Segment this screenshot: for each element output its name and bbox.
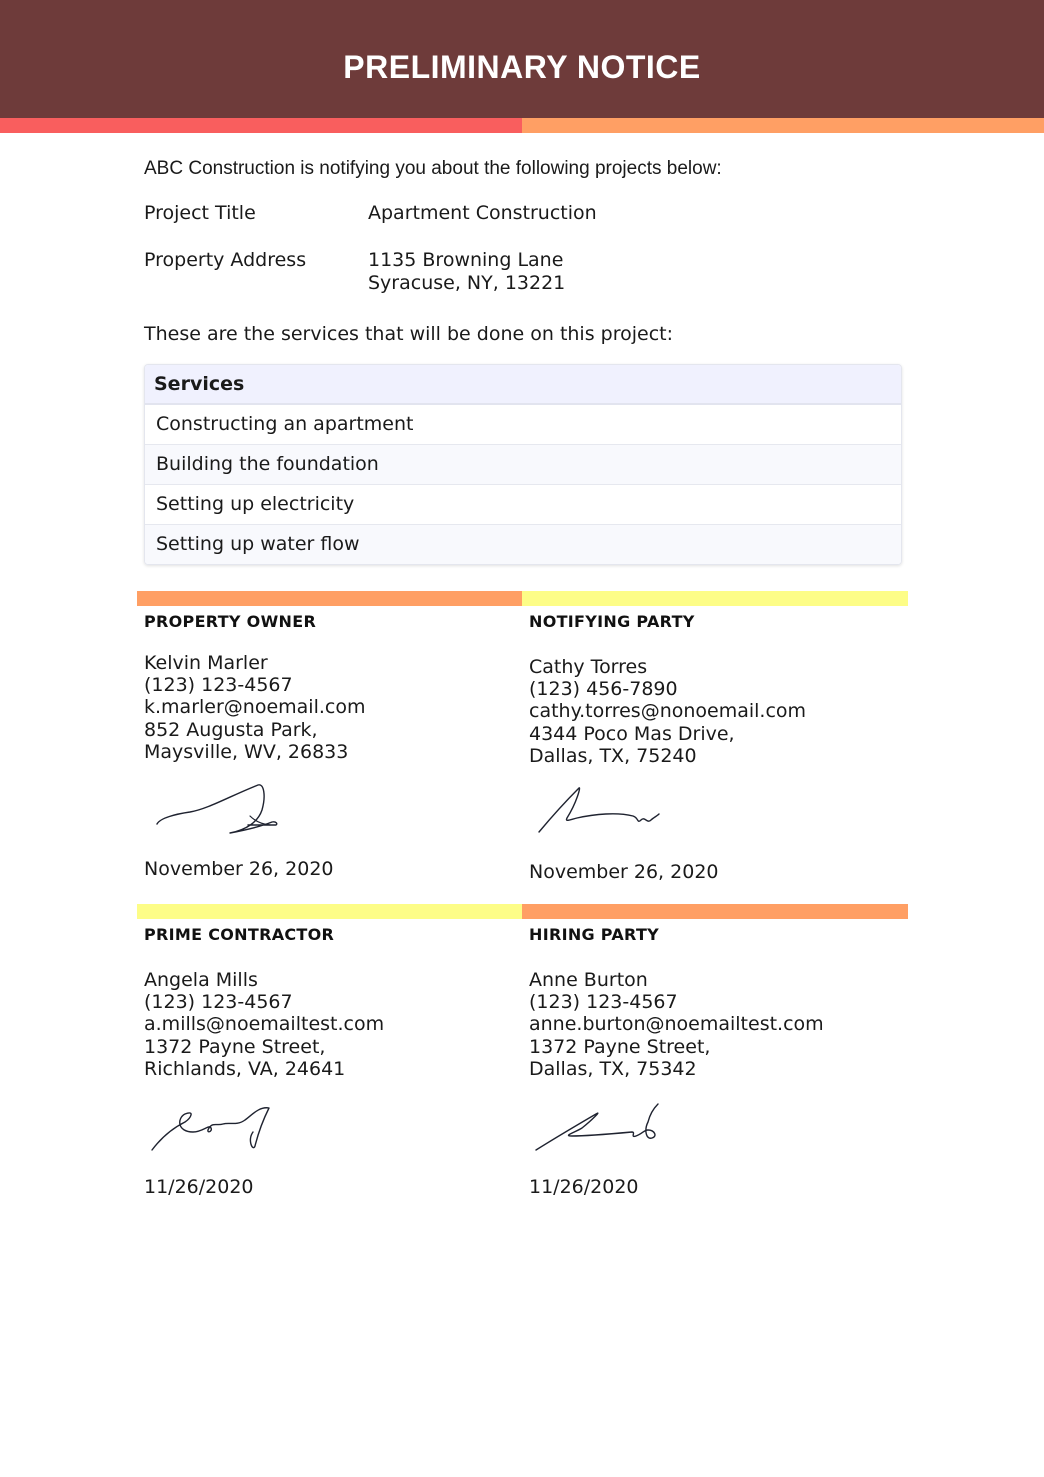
party-email: k.marler@noemail.com [144, 696, 366, 719]
party-email: cathy.torres@nonoemail.com [529, 700, 807, 723]
property-address-line1: 1135 Browning Lane [368, 249, 564, 271]
party-email: a.mills@noemailtest.com [144, 1013, 385, 1036]
property-owner-bar [137, 591, 522, 606]
notifying-party-bar [522, 591, 908, 606]
party-name: Cathy Torres [529, 656, 648, 678]
hiring-party-title: HIRING PARTY [529, 925, 660, 944]
party-phone: (123) 123-4567 [144, 991, 293, 1014]
party-address-line2: Richlands, VA, 24641 [144, 1057, 346, 1080]
party-phone: (123) 123-4567 [529, 991, 678, 1014]
notifying-party-signature [533, 782, 673, 838]
hiring-party-bar [522, 904, 908, 919]
project-title-label: Project Title [144, 202, 256, 224]
header-stripe-orange [522, 118, 1044, 133]
prime-contractor-title: PRIME CONTRACTOR [144, 925, 335, 944]
party-address-line2: Dallas, TX, 75342 [529, 1057, 697, 1080]
notifying-party-info [529, 656, 806, 767]
prime-contractor-bar [137, 904, 522, 919]
page-header [0, 0, 1044, 118]
property-owner-title: PROPERTY OWNER [144, 612, 317, 631]
project-title-value: Apartment Construction [368, 202, 597, 224]
page-title: PRELIMINARY NOTICE [343, 48, 701, 85]
party-name: Anne Burton [529, 969, 648, 991]
services-intro-text: These are the services that will be done on this project: [144, 323, 673, 345]
hiring-party-signature [532, 1100, 667, 1156]
table-row: Building the foundation [145, 444, 901, 484]
property-address-value [368, 249, 565, 295]
property-address-line2: Syracuse, NY, 13221 [368, 272, 566, 294]
party-name: Angela Mills [144, 969, 258, 991]
party-phone: (123) 456-7890 [529, 678, 678, 701]
prime-contractor-signature [147, 1102, 282, 1156]
hiring-party-info [529, 969, 824, 1080]
header-stripe-red [0, 118, 522, 133]
prime-contractor-info [144, 969, 384, 1080]
prime-contractor-date: 11/26/2020 [144, 1176, 254, 1198]
property-address-label: Property Address [144, 249, 307, 271]
party-address-line1: 4344 Poco Mas Drive, [529, 722, 735, 745]
property-owner-info [144, 652, 365, 763]
party-address-line2: Dallas, TX, 75240 [529, 744, 697, 767]
party-address-line1: 852 Augusta Park, [144, 718, 318, 741]
table-row: Setting up electricity [145, 484, 901, 524]
services-table [144, 364, 902, 565]
party-phone: (123) 123-4567 [144, 674, 293, 697]
notifying-party-title: NOTIFYING PARTY [529, 612, 695, 631]
hiring-party-date: 11/26/2020 [529, 1176, 639, 1198]
table-row: Constructing an apartment [156, 413, 414, 435]
party-address-line2: Maysville, WV, 26833 [144, 740, 349, 763]
property-owner-date: November 26, 2020 [144, 858, 334, 880]
party-address-line1: 1372 Payne Street, [529, 1035, 711, 1058]
notifying-party-date: November 26, 2020 [529, 861, 719, 883]
intro-text: ABC Construction is notifying you about the following projects below: [144, 158, 722, 179]
property-owner-signature [150, 778, 290, 840]
services-table-header: Services [145, 365, 901, 405]
party-address-line1: 1372 Payne Street, [144, 1035, 326, 1058]
party-email: anne.burton@noemailtest.com [529, 1013, 824, 1036]
party-name: Kelvin Marler [144, 652, 268, 674]
table-row: Setting up water flow [145, 524, 901, 564]
